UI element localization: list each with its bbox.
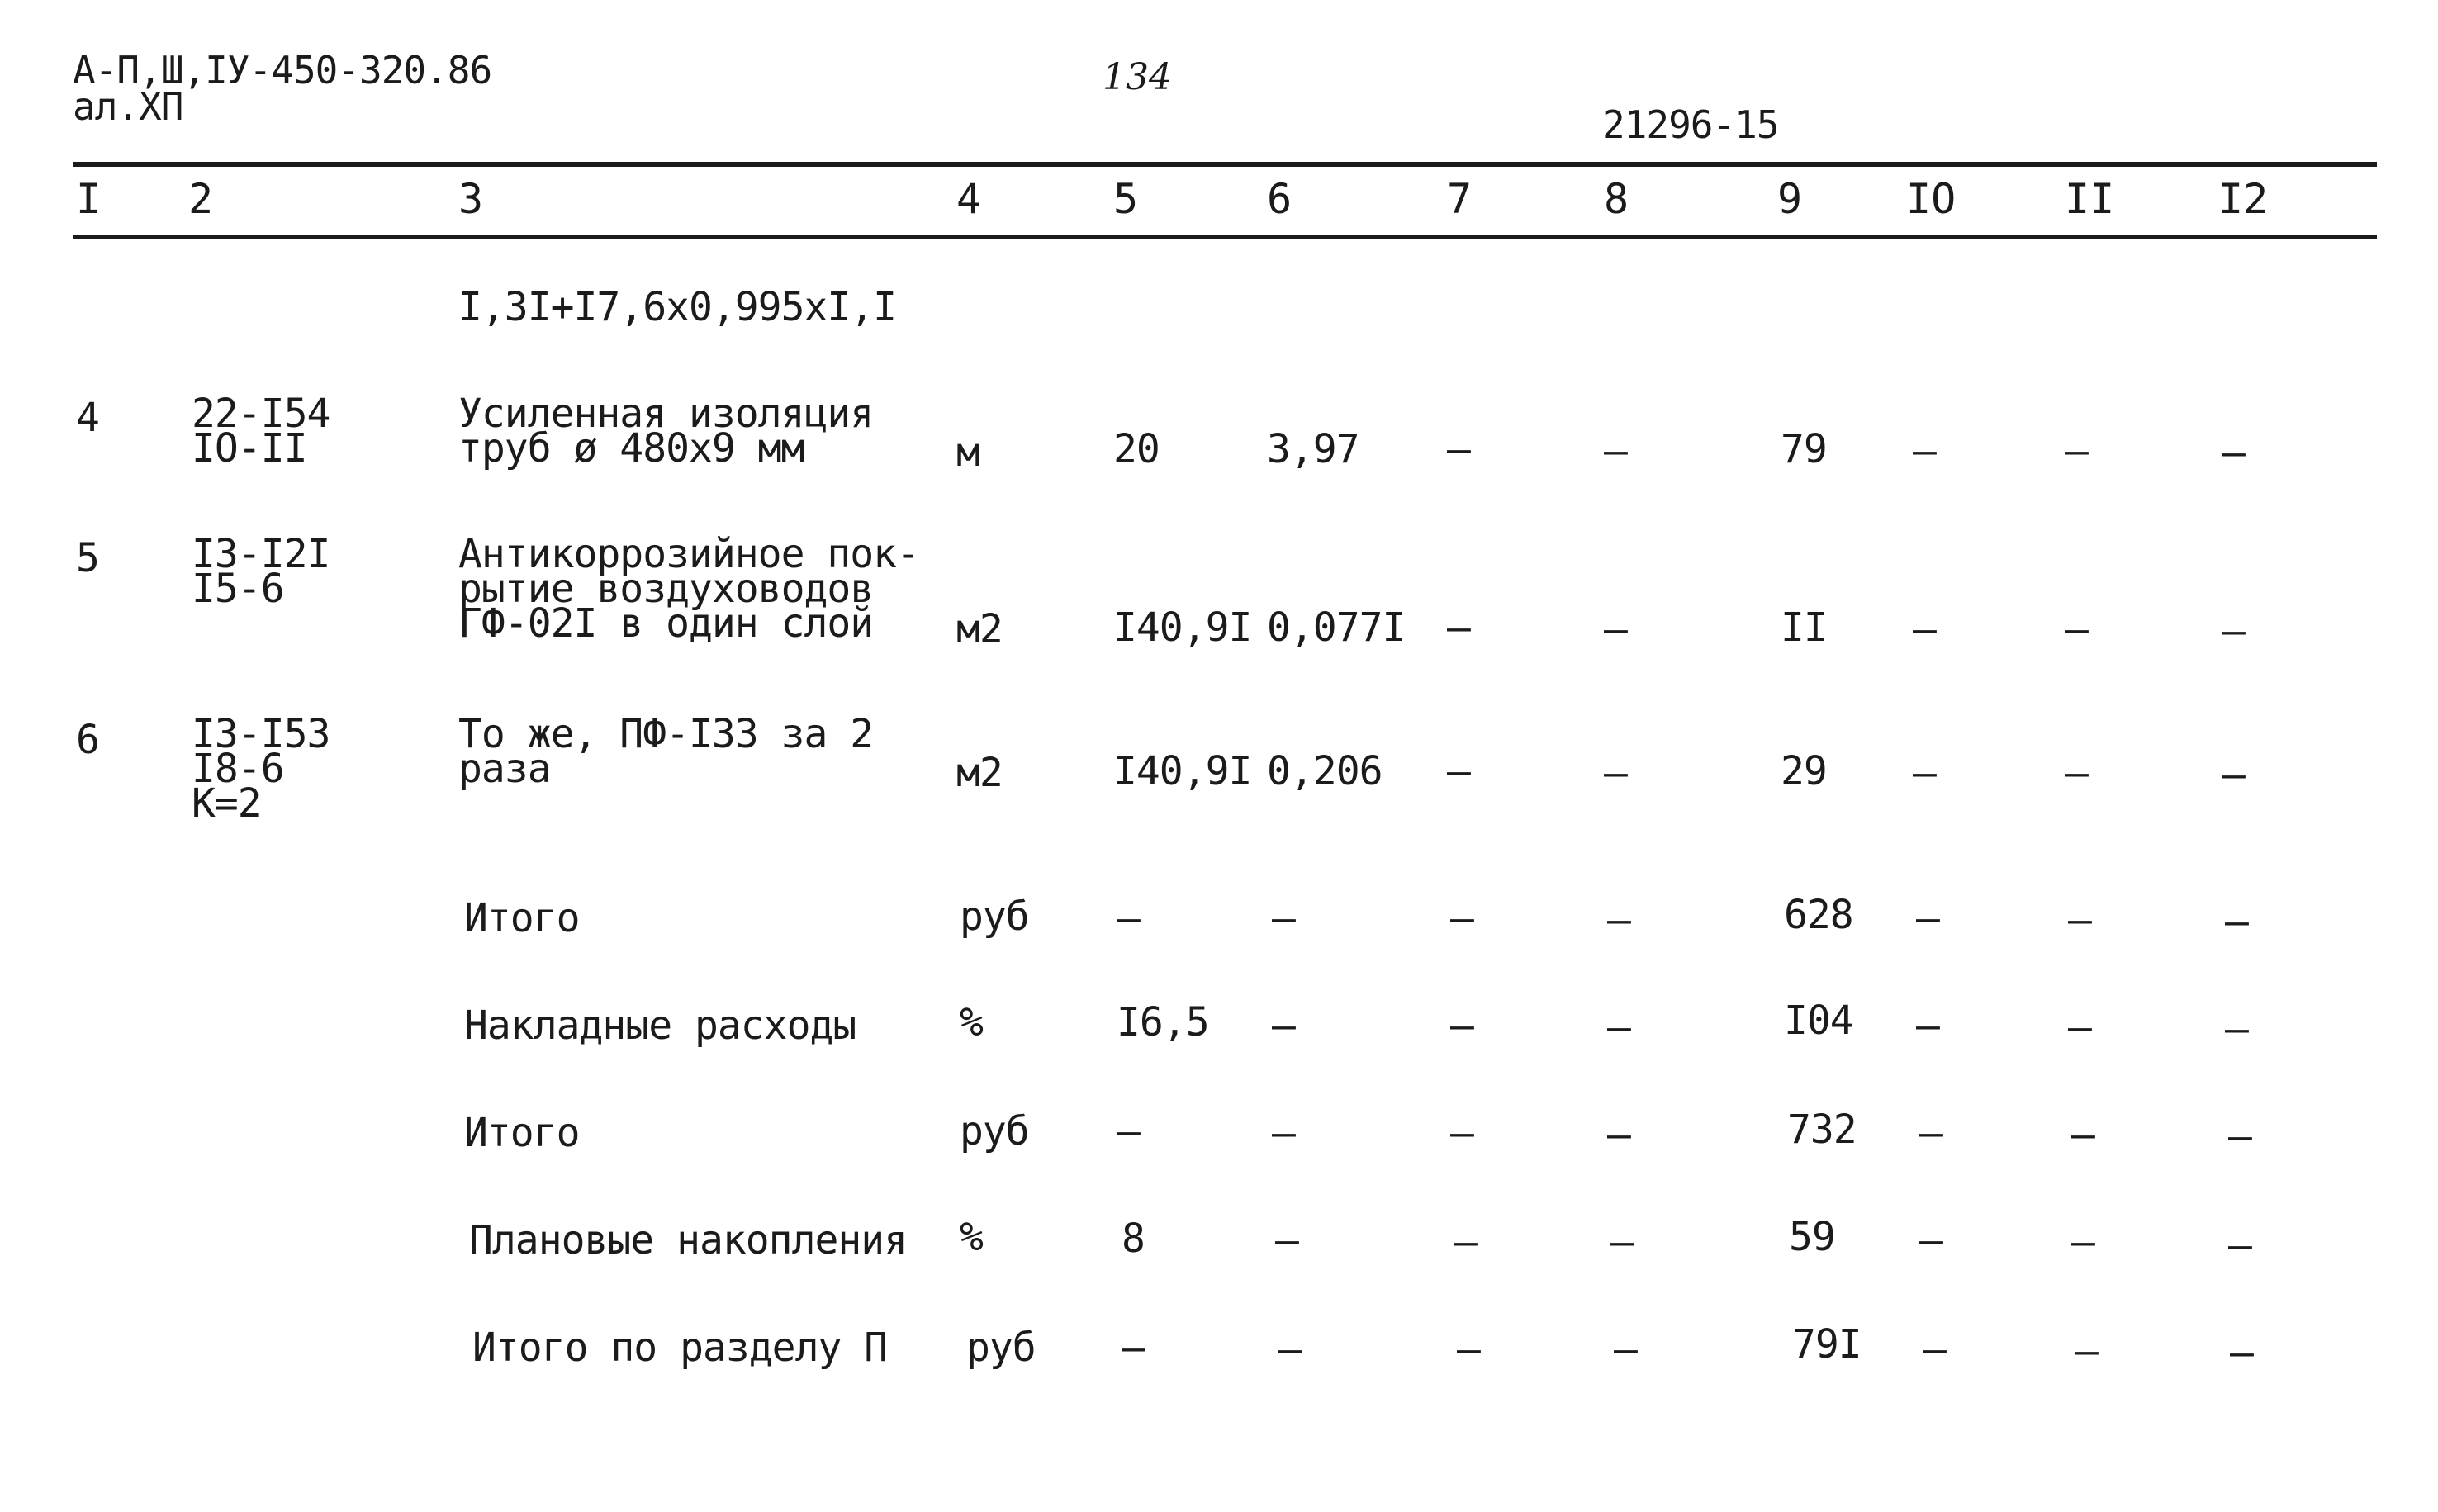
column-header: 3 bbox=[458, 175, 484, 223]
inventory-number: 21296-15 bbox=[1602, 102, 1779, 147]
summary-label: Накладные расходы bbox=[464, 1002, 856, 1049]
summary-col10: – bbox=[1919, 1217, 1943, 1263]
row-number: 4 bbox=[76, 395, 99, 441]
summary-label: Итого bbox=[464, 895, 580, 941]
column-header: 9 bbox=[1777, 175, 1803, 223]
page-number: 134 bbox=[1103, 56, 1172, 98]
row-col6: 0,206 bbox=[1267, 748, 1383, 794]
summary-label: Итого bbox=[464, 1110, 580, 1156]
column-header: II bbox=[2065, 175, 2115, 223]
summary-col5: – bbox=[1122, 1325, 1145, 1371]
summary-col6: – bbox=[1272, 1110, 1296, 1156]
row-description: Усиленная изоляция труб ø 480x9 мм bbox=[458, 391, 874, 472]
row-col11: – bbox=[2065, 750, 2089, 796]
album-label: ал.ХП bbox=[73, 84, 183, 129]
row-col12: – bbox=[2222, 608, 2246, 654]
summary-col5: I6,5 bbox=[1117, 999, 1209, 1045]
summary-unit: руб bbox=[960, 893, 1029, 940]
column-header: 2 bbox=[188, 175, 214, 223]
summary-col9: 628 bbox=[1784, 892, 1853, 938]
summary-unit: % bbox=[960, 1214, 983, 1260]
summary-unit: руб bbox=[966, 1325, 1036, 1371]
summary-col10: – bbox=[1919, 1110, 1943, 1156]
column-header: IO bbox=[1906, 175, 1957, 223]
summary-col9: 732 bbox=[1787, 1107, 1857, 1153]
row-col12: – bbox=[2222, 429, 2246, 476]
row-col8: – bbox=[1604, 428, 1628, 474]
row-col7: – bbox=[1447, 748, 1471, 794]
summary-col11: – bbox=[2068, 897, 2092, 943]
summary-col10: – bbox=[1916, 1002, 1940, 1049]
row-number: 5 bbox=[76, 535, 99, 581]
summary-col11: – bbox=[2071, 1111, 2095, 1158]
summary-col6: – bbox=[1272, 895, 1296, 941]
summary-col9: I04 bbox=[1784, 998, 1853, 1044]
row-col6: 3,97 bbox=[1267, 426, 1359, 472]
row-description: То же, ПФ-I33 за 2 раза bbox=[458, 711, 874, 792]
summary-col6: – bbox=[1275, 1217, 1299, 1263]
summary-col7: – bbox=[1457, 1326, 1481, 1372]
summary-col8: – bbox=[1607, 1004, 1631, 1050]
column-header: 7 bbox=[1447, 175, 1473, 223]
row-code: 22-I54 IO-II bbox=[192, 391, 330, 472]
summary-col7: – bbox=[1450, 1110, 1474, 1156]
row-col10: – bbox=[1913, 750, 1937, 796]
row-unit: м2 bbox=[956, 606, 1003, 652]
summary-unit: руб bbox=[960, 1108, 1029, 1154]
summary-col6: – bbox=[1278, 1326, 1302, 1372]
row-col9: 79 bbox=[1781, 426, 1827, 472]
summary-col11: – bbox=[2068, 1004, 2092, 1050]
column-header: I2 bbox=[2218, 175, 2269, 223]
row-unit: м bbox=[956, 429, 979, 476]
row-col5: I40,9I bbox=[1113, 604, 1252, 651]
row-col9: 29 bbox=[1781, 748, 1827, 794]
summary-col9: 79I bbox=[1792, 1321, 1862, 1367]
header-bottom-rule bbox=[73, 235, 2377, 239]
summary-col11: – bbox=[2071, 1219, 2095, 1265]
summary-col12: – bbox=[2225, 898, 2249, 945]
summary-col12: – bbox=[2228, 1113, 2252, 1159]
summary-col6: – bbox=[1272, 1002, 1296, 1049]
row-col6: 0,077I bbox=[1267, 604, 1406, 651]
row-number: 6 bbox=[76, 717, 99, 763]
summary-col7: – bbox=[1450, 895, 1474, 941]
summary-col8: – bbox=[1614, 1326, 1638, 1372]
column-header: 8 bbox=[1604, 175, 1629, 223]
row-col11: – bbox=[2065, 606, 2089, 652]
summary-unit: % bbox=[960, 999, 983, 1045]
summary-label: Плановые накопления bbox=[469, 1217, 908, 1263]
summary-label: Итого по разделу П bbox=[472, 1325, 888, 1371]
row-col5: 20 bbox=[1113, 426, 1160, 472]
summary-col9: 59 bbox=[1789, 1214, 1835, 1260]
column-header: 6 bbox=[1267, 175, 1293, 223]
summary-col7: – bbox=[1454, 1219, 1478, 1265]
column-header: I bbox=[76, 175, 102, 223]
row-code: I3-I53 I8-6 K=2 bbox=[192, 711, 330, 827]
summary-col10: – bbox=[1923, 1326, 1947, 1372]
summary-col12: – bbox=[2230, 1330, 2254, 1376]
document-code: А-П,Ш,IУ-450-320.86 bbox=[73, 48, 492, 92]
formula-text: I,3I+I7,6x0,995xI,I bbox=[458, 284, 897, 330]
row-col12: – bbox=[2222, 751, 2246, 798]
row-col8: – bbox=[1604, 750, 1628, 796]
row-col10: – bbox=[1913, 606, 1937, 652]
summary-col7: – bbox=[1450, 1002, 1474, 1049]
summary-col11: – bbox=[2075, 1328, 2099, 1374]
summary-col5: – bbox=[1117, 895, 1141, 941]
summary-col8: – bbox=[1607, 897, 1631, 943]
summary-col8: – bbox=[1607, 1111, 1631, 1158]
row-code: I3-I2I I5-6 bbox=[192, 531, 330, 612]
row-col7: – bbox=[1447, 426, 1471, 472]
row-col9: II bbox=[1781, 604, 1827, 651]
summary-col10: – bbox=[1916, 895, 1940, 941]
summary-col5: – bbox=[1117, 1108, 1141, 1154]
table-top-rule bbox=[73, 162, 2377, 167]
column-header: 5 bbox=[1113, 175, 1139, 223]
summary-col5: 8 bbox=[1122, 1216, 1145, 1262]
summary-col12: – bbox=[2228, 1222, 2252, 1268]
summary-col8: – bbox=[1610, 1219, 1634, 1265]
column-header: 4 bbox=[956, 175, 982, 223]
row-unit: м2 bbox=[956, 750, 1003, 796]
row-col7: – bbox=[1447, 604, 1471, 651]
row-description: Антикоррозийное пок- рытие воздуховодов ГФ-02I в один слой bbox=[458, 531, 919, 647]
row-col5: I40,9I bbox=[1113, 748, 1252, 794]
row-col11: – bbox=[2065, 428, 2089, 474]
row-col8: – bbox=[1604, 606, 1628, 652]
summary-col12: – bbox=[2225, 1006, 2249, 1052]
row-col10: – bbox=[1913, 428, 1937, 474]
